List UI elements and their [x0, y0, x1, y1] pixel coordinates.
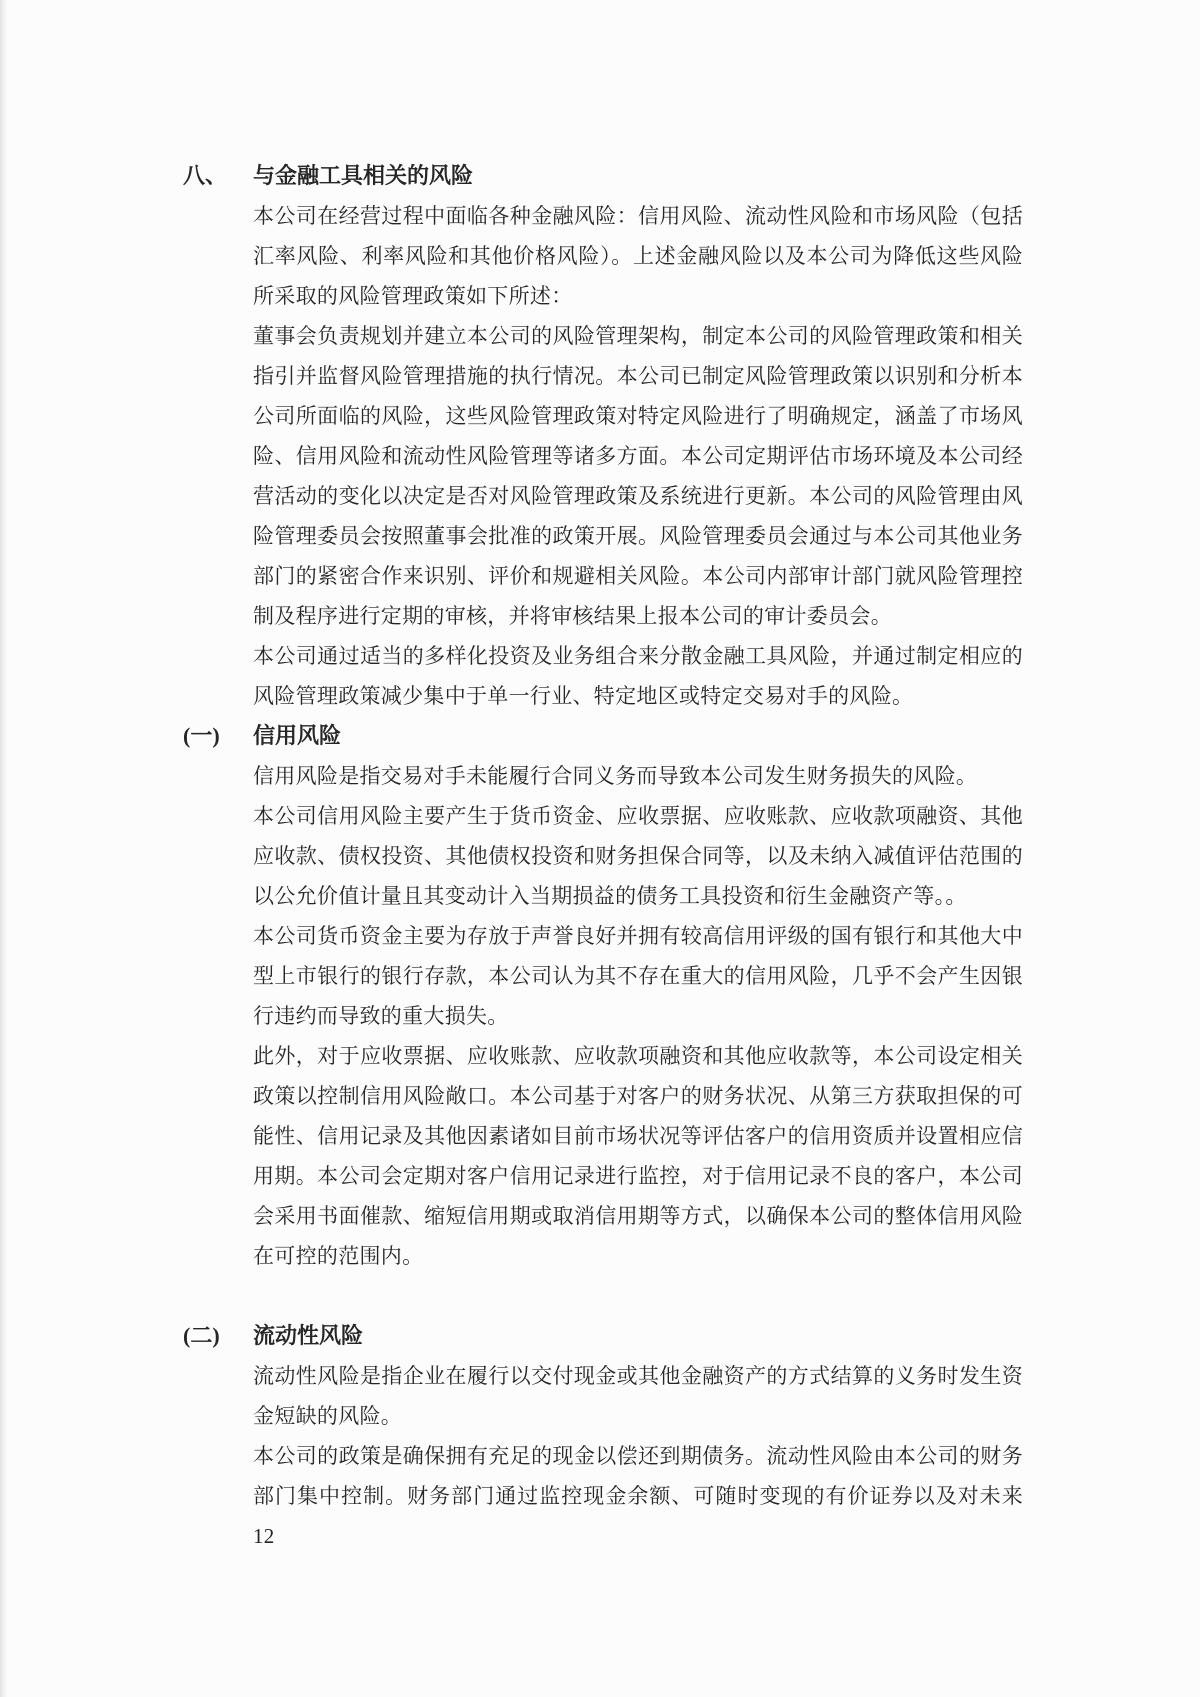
paragraph-diversification-policy: 本公司通过适当的多样化投资及业务组合来分散金融工具风险，并通过制定相应的风险管理政策减少集中于单一行业、特定地区或特定交易对手的风险。: [253, 644, 1023, 708]
section-title: 与金融工具相关的风险: [253, 163, 474, 188]
subsection-number-liquidity-risk: (二): [183, 1323, 220, 1348]
paragraph-financial-risks-overview: 本公司在经营过程中面临各种金融风险：信用风险、流动性风险和市场风险（包括汇率风险、利率风险和其他价格风险）。上述金融风险以及本公司为降低这些风险所采取的风险管理政策如下所述：: [253, 204, 1023, 308]
paragraph-credit-risk-controls: 此外，对于应收票据、应收账款、应收款项融资和其他应收款等，本公司设定相关政策以控制信用风险敞口。本公司基于对客户的财务状况、从第三方获取担保的可能性、信用记录及其他因素诸如目前市场状况等评估客户的信用资质并设置相应信用期。本公司会定期对客户信用记录进行监控，对于信用记录不良的客户，本公司会采用书面催款、缩短信用期或取消信用期等方式，以确保本公司的整体信用风险在可控的范围内。: [253, 1044, 1023, 1268]
subsection-title-credit-risk: 信用风险: [253, 723, 342, 748]
paragraph-credit-risk-sources: 本公司信用风险主要产生于货币资金、应收票据、应收账款、应收款项融资、其他应收款、债权投资、其他债权投资和财务担保合同等，以及未纳入减值评估范围的以公允价值计量且其变动计入当期损益的债务工具投资和衍生金融资产等。。: [253, 804, 1023, 908]
paragraph-credit-risk-bank-deposits: 本公司货币资金主要为存放于声誉良好并拥有较高信用评级的国有银行和其他大中型上市银行的银行存款，本公司认为其不存在重大的信用风险，几乎不会产生因银行违约而导致的重大损失。: [253, 924, 1023, 1028]
section-heading: [183, 156, 1023, 196]
paragraph-liquidity-risk-policy: 本公司的政策是确保拥有充足的现金以偿还到期债务。流动性风险由本公司的财务部门集中控制。财务部门通过监控现金余额、可随时变现的有价证券以及对未来 12: [253, 1444, 1023, 1548]
subsection-heading-liquidity-risk: [183, 1316, 1023, 1356]
subsection-title-liquidity-risk: 流动性风险: [253, 1323, 364, 1348]
subsection-heading-credit-risk: [183, 716, 1023, 756]
subsection-number-credit-risk: (一): [183, 723, 220, 748]
paragraph-liquidity-risk-definition: 流动性风险是指企业在履行以交付现金或其他金融资产的方式结算的义务时发生资金短缺的风险。: [253, 1364, 1023, 1428]
section-number: 八、: [183, 163, 228, 188]
paragraph-risk-governance: 董事会负责规划并建立本公司的风险管理架构，制定本公司的风险管理政策和相关指引并监督风险管理措施的执行情况。本公司已制定风险管理政策以识别和分析本公司所面临的风险，这些风险管理政策对特定风险进行了明确规定，涵盖了市场风险、信用风险和流动性风险管理等诸多方面。本公司定期评估市场环境及本公司经营活动的变化以决定是否对风险管理政策及系统进行更新。本公司的风险管理由风险管理委员会按照董事会批准的政策开展。风险管理委员会通过与本公司其他业务部门的紧密合作来识别、评价和规避相关风险。本公司内部审计部门就风险管理控制及程序进行定期的审核，并将审核结果上报本公司的审计委员会。: [253, 324, 1023, 628]
paragraph-credit-risk-definition: 信用风险是指交易对手未能履行合同义务而导致本公司发生财务损失的风险。: [253, 764, 978, 788]
